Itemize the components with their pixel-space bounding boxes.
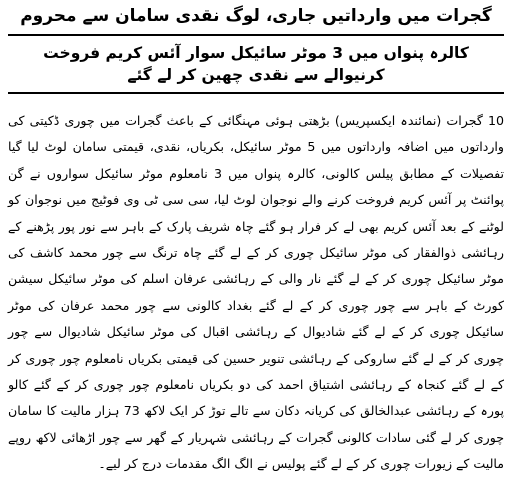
headline: گجرات میں وارداتیں جاری، لوگ نقدی سامان سے محروم [20, 6, 492, 26]
article-body: 10 گجرات (نمائندہ ایکسپریس) بڑھتی ہوئی مہنگائی کے باعث گجرات میں چوری ڈکیتی کی وارداتوں میں اضافہ وارداتوں میں 5 موٹر سائیکل، بکریاں، نقدی، قیمتی سامان لوٹ لیا گیا تفصیلات کے مطابق پیلس کالونی، کالرہ پنواں میں 3 نامعلوم موٹر سائیکل سواروں نے گن پوائنٹ پر آئس کریم فروخت کرنے والے نوجوان لوٹ لیا، سی سی ٹی وی فوٹیج میں نوجوان کو لوٹنے کے بعد آئس کریم بھی لے کر فرار ہو گئے چاہ شریف پارک کے باہر سے نور پور پڑھنے کے رہائشی ذوالفقار کی موٹر سائیکل چوری کر کے لے گئے چاہ ترنگ سے چور محمد کاشف کی موٹر سائیکل چوری کر کے لے گئے نار والی کے رہائشی عرفان اسلم کی موٹر سائیکل سیشن کورٹ کے باہر سے چور چوری کر کے لے گئے بغداد کالونی سے چور محمد عرفان کی موٹر سائیکل چوری کر کے لے گئے شادیوال کے رہائشی اقبال کی موٹر سائیکل شادیوال سے چور چوری کر کے لے گئے ساروکی کے رہائشی تنویر حسین کی قیمتی بکریاں نامعلوم چور چوری کر کے لے گئے کنجاہ کے رہائشی اشتیاق احمد کی دو بکریاں نامعلوم چور چوری کر کے گئے کالو پورہ کے رہائشی عبدالخالق کی کریانہ دکان سے تالے توڑ کر ایک لاکھ 73 ہزار مالیت کا سامان چوری کر لے گئی سادات کالونی گجرات کے رہائشی شہریار کے گھر سے چور اڑھائی لاکھ روپے مالیت کے زیورات چوری کر کے لے گئے پولیس نے الگ الگ مقدمات درج کر لیے۔ [8, 113, 505, 472]
subheadline: کالرہ پنواں میں 3 موٹر سائیکل سوار آئس کریم فروخت کرنیوالے سے نقدی چھین کر لے گئے [8, 34, 504, 94]
